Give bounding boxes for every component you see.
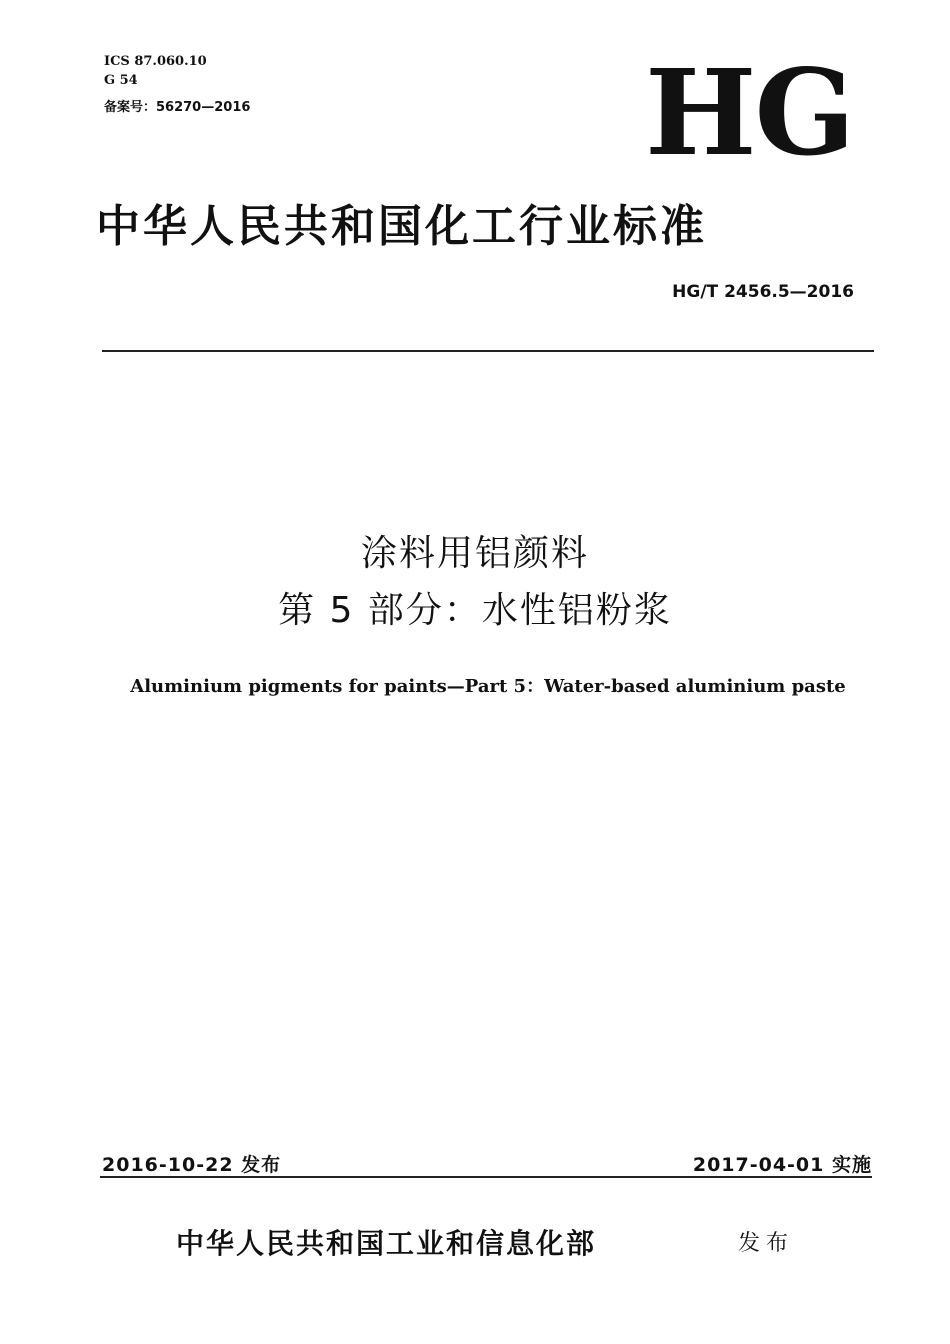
title-english: Aluminium pigments for paints—Part 5：Water-based aluminium paste <box>130 676 846 697</box>
top-divider <box>102 350 874 352</box>
publish-label: 发布 <box>738 1231 795 1256</box>
classification-code: G 54 <box>104 73 138 88</box>
hg-logo: HG <box>645 43 854 182</box>
implementation-date: 2017-04-01 实施 <box>692 1154 872 1176</box>
title-chinese-line2: 第 5 部分：水性铝粉浆 <box>278 590 672 631</box>
standard-type-heading: 中华人民共和国化工行业标准 <box>96 201 707 252</box>
issue-date: 2016-10-22 发布 <box>102 1154 282 1176</box>
filing-number: 备案号：56270—2016 <box>104 100 251 115</box>
title-chinese-line1: 涂料用铝颜料 <box>360 533 589 574</box>
standard-number: HG/T 2456.5—2016 <box>672 282 854 302</box>
bottom-divider <box>100 1176 872 1178</box>
publisher-name: 中华人民共和国工业和信息化部 <box>176 1227 597 1260</box>
ics-code: ICS 87.060.10 <box>104 54 207 69</box>
